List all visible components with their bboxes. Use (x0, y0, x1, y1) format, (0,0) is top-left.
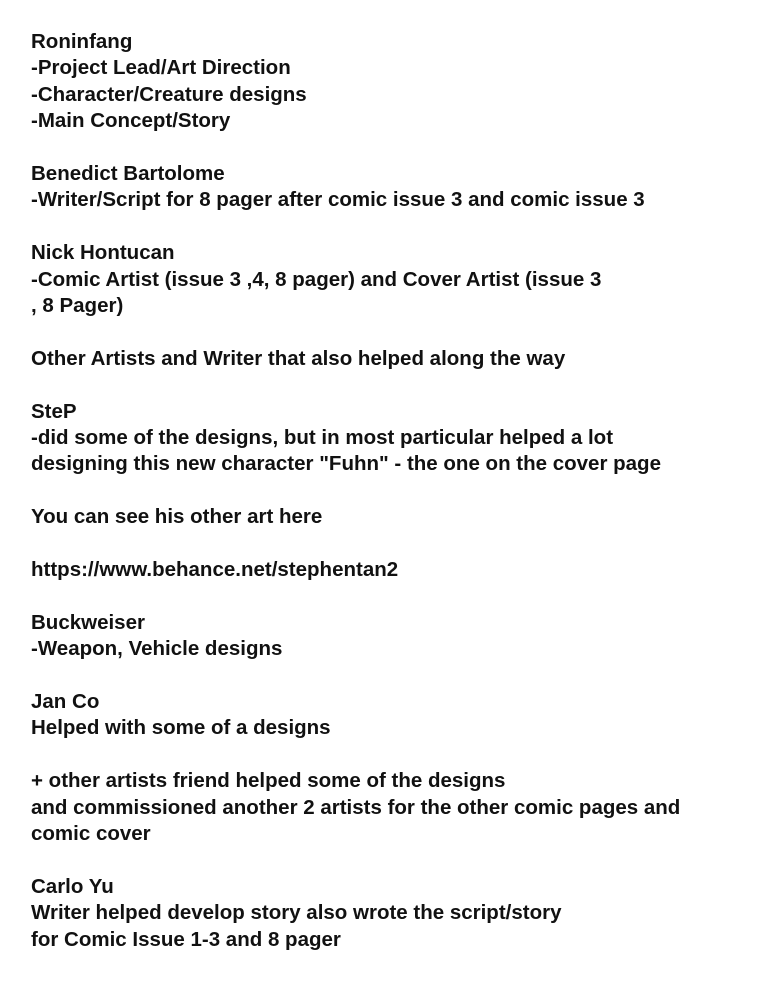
credit-name-buckweiser: Buckweiser (31, 610, 145, 634)
spacer (31, 135, 766, 161)
spacer (31, 214, 766, 240)
others-note-line: comic cover (31, 822, 151, 846)
credit-name-carlo: Carlo Yu (31, 874, 114, 898)
credit-detail: , 8 Pager) (31, 294, 124, 318)
credit-name-step: SteP (31, 399, 77, 423)
credit-detail: -Comic Artist (issue 3 ,4, 8 pager) and Cover Artist (issue 3 (31, 267, 602, 291)
credit-detail: -Weapon, Vehicle designs (31, 637, 283, 661)
spacer (31, 372, 766, 398)
spacer (31, 663, 766, 689)
spacer (31, 319, 766, 345)
credit-detail: -Main Concept/Story (31, 109, 231, 133)
spacer (31, 742, 766, 768)
credit-detail: Writer helped develop story also wrote the script/story (31, 901, 562, 925)
credit-detail: -Character/Creature designs (31, 82, 307, 106)
credit-detail: -Writer/Script for 8 pager after comic issue 3 and comic issue 3 (31, 188, 645, 212)
other-artists-heading: Other Artists and Writer that also helped along the way (31, 346, 566, 370)
spacer (31, 478, 766, 504)
others-note-line: + other artists friend helped some of the designs (31, 769, 506, 793)
spacer (31, 847, 766, 873)
see-art-text: You can see his other art here (31, 505, 323, 529)
credit-name-nick: Nick Hontucan (31, 241, 175, 265)
spacer (31, 583, 766, 609)
credit-detail: -Project Lead/Art Direction (31, 56, 291, 80)
credit-detail: -did some of the designs, but in most particular helped a lot (31, 426, 614, 450)
spacer (31, 531, 766, 557)
credit-name-janco: Jan Co (31, 690, 100, 714)
credit-detail: for Comic Issue 1-3 and 8 pager (31, 927, 341, 951)
credit-detail: designing this new character "Fuhn" - the one on the cover page (31, 452, 661, 476)
credits-document (31, 29, 766, 953)
behance-link: https://www.behance.net/stephentan2 (31, 558, 399, 582)
credit-name-roninfang: Roninfang (31, 30, 133, 53)
credit-name-benedict: Benedict Bartolome (31, 162, 225, 186)
credit-detail: Helped with some of a designs (31, 716, 331, 740)
others-note-line: and commissioned another 2 artists for the other comic pages and (31, 795, 681, 819)
